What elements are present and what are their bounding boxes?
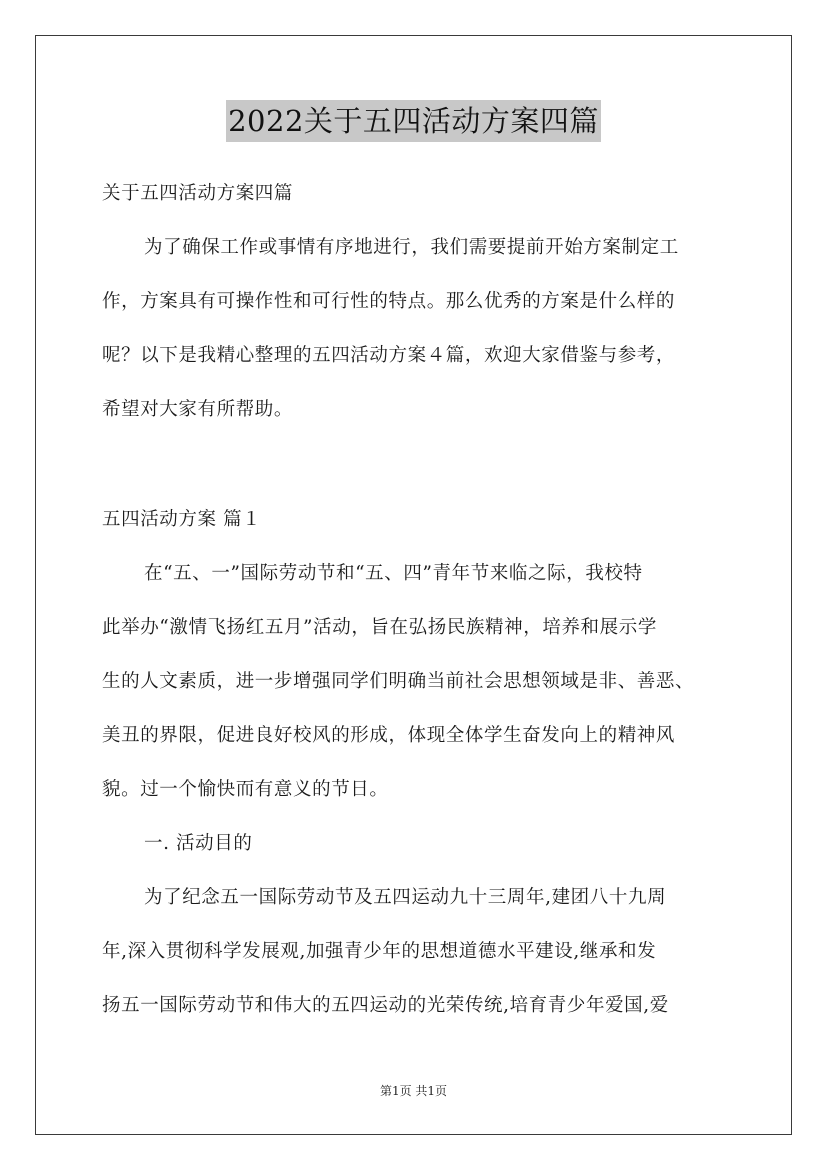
paragraph-line: 为了纪念五一国际劳动节及五四运动九十三周年,建团八十九周 [144,887,667,908]
paragraph-line: 为了确保工作或事情有序地进行，我们需要提前开始方案制定工 [144,237,679,258]
title-container [0,100,827,142]
section-heading: 五四活动方案 篇１ [102,509,262,530]
subtitle-line: 关于五四活动方案四篇 [102,183,294,204]
paragraph-line: 希望对大家有所帮助。 [102,399,294,420]
paragraph-line: 此举办“激情飞扬红五月”活动，旨在弘扬民族精神，培养和展示学 [102,617,657,638]
paragraph-line: 貌。过一个愉快而有意义的节日。 [102,779,389,800]
page-footer: 第1页 共1页 [379,1084,448,1098]
paragraph-line: 作，方案具有可操作性和可行性的特点。那么优秀的方案是什么样的 [102,291,676,312]
paragraph-line: 生的人文素质，进一步增强同学们明确当前社会思想领域是非、善恶、 [102,671,695,692]
paragraph-line: 在“五、一”国际劳动节和“五、四”青年节来临之际，我校特 [144,563,643,584]
paragraph-line: 年,深入贯彻科学发展观,加强青少年的思想道德水平建设,继承和发 [102,941,657,962]
paragraph-line: 呢？以下是我精心整理的五四活动方案４篇，欢迎大家借鉴与参考， [102,345,676,366]
paragraph-line: 美丑的界限，促进良好校风的形成，体现全体学生奋发向上的精神风 [102,725,676,746]
paragraph-line: 扬五一国际劳动节和伟大的五四运动的光荣传统,培育青少年爱国,爱 [102,995,669,1016]
subsection-heading: 一. 活动目的 [144,833,253,854]
document-title: 2022关于五四活动方案四篇 [226,100,601,142]
